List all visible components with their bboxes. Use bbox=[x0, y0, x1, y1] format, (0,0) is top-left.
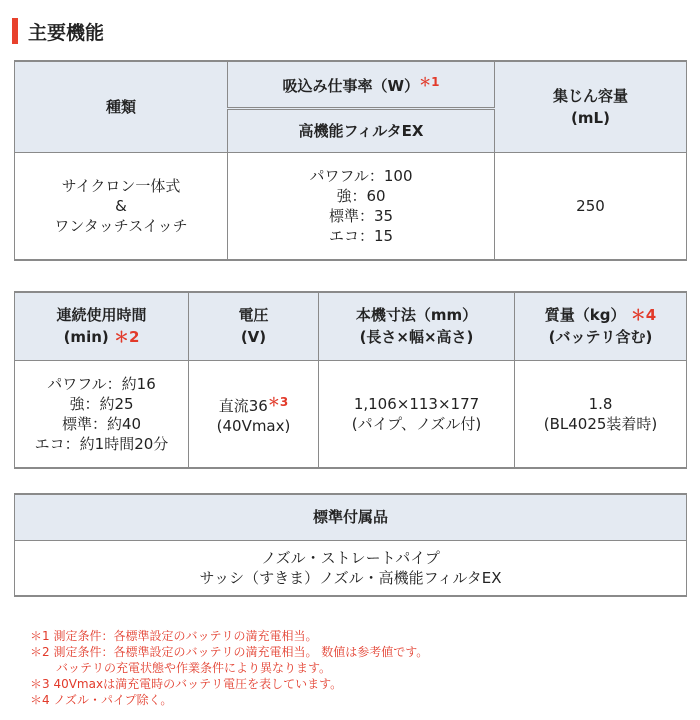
footnote-2-continued: バッテリの充電状態や作業条件により異なります。 bbox=[56, 661, 332, 675]
section-title: 主要機能 bbox=[28, 21, 105, 44]
footnote-mark-1: ＊1 bbox=[419, 75, 440, 90]
cell-accessories: ノズル・ストレートパイプ サッシ（すきま）ノズル・高機能フィルタEX bbox=[15, 540, 687, 596]
header-dust-capacity: 集じん容量 (mL) bbox=[495, 61, 687, 152]
header-runtime: 連続使用時間 (min) ＊2 bbox=[15, 292, 189, 360]
cell-capacity: 250 bbox=[495, 152, 687, 260]
footnote-mark-4: ＊4 bbox=[630, 306, 657, 325]
header-accessories: 標準付属品 bbox=[15, 494, 687, 540]
header-voltage: 電圧 (V) bbox=[189, 292, 319, 360]
cell-type: サイクロン一体式 & ワンタッチスイッチ bbox=[15, 152, 228, 260]
header-type: 種類 bbox=[15, 61, 228, 152]
cell-mass: 1.8 (BL4025装着時) bbox=[515, 360, 687, 468]
heading-accent-bar bbox=[12, 18, 18, 44]
spec-table-performance bbox=[14, 291, 687, 469]
spec-table-accessories bbox=[14, 493, 687, 597]
cell-suction-values: パワフル：100 強：60 標準：35 エコ：15 bbox=[228, 152, 495, 260]
cell-dimensions: 1,106×113×177 (パイプ、ノズル付) bbox=[319, 360, 515, 468]
footnote-mark-2: ＊2 bbox=[113, 328, 140, 347]
header-dimensions: 本機寸法（mm） (長さ×幅×高さ) bbox=[319, 292, 515, 360]
footnotes bbox=[30, 628, 428, 708]
section-heading bbox=[12, 18, 104, 44]
spec-table-capacity bbox=[14, 60, 687, 261]
footnote-4: ＊4 ノズル・パイプ除く。 bbox=[30, 693, 173, 707]
cell-runtime-values: パワフル：約16 強：約25 標準：約40 エコ：約1時間20分 bbox=[15, 360, 189, 468]
footnote-2: ＊2 測定条件：各標準設定のバッテリの満充電相当。 数値は参考値です。 bbox=[30, 645, 429, 659]
header-filter: 高機能フィルタEX bbox=[228, 108, 495, 152]
header-suction-power: 吸込み仕事率$(W)^{*1}$ bbox=[228, 61, 495, 108]
footnote-mark-3: ＊3 bbox=[267, 394, 289, 409]
header-mass: 質量（kg） ＊4 (バッテリ含む) bbox=[515, 292, 687, 360]
cell-voltage: 直流$36^{*3}$ (40Vmax) bbox=[189, 360, 319, 468]
footnote-1: ＊1 測定条件：各標準設定のバッテリの満充電相当。 bbox=[30, 629, 318, 643]
footnote-3: ＊3 40Vmaxは満充電時のバッテリ電圧を表しています。 bbox=[30, 677, 343, 691]
